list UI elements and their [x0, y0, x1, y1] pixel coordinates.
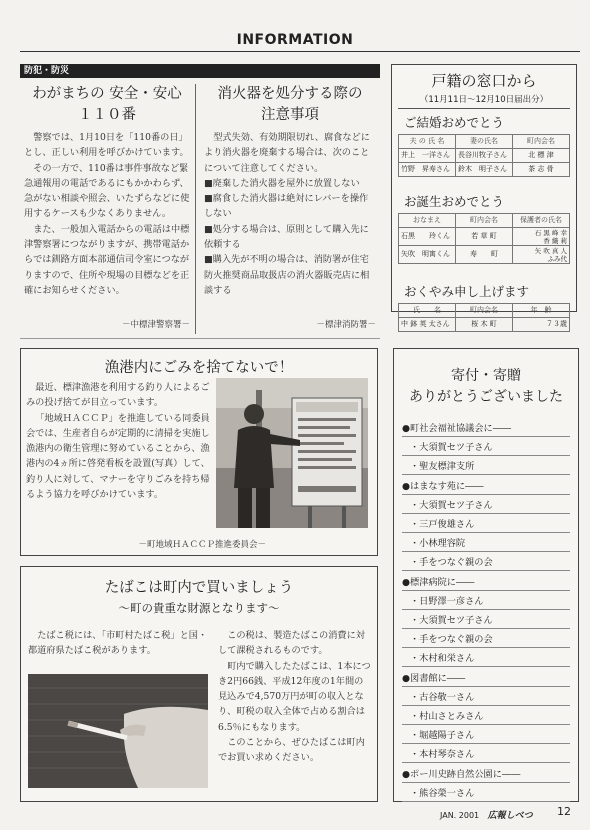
table-cell: 石 黒 峰 幸 香 織 莉 [513, 228, 570, 246]
donation-entry: ・古谷敬一さん [410, 691, 475, 703]
table-header: 町内会名 [513, 135, 570, 149]
donation-rule [402, 782, 570, 783]
donation-rule [402, 436, 570, 437]
title-rule [20, 51, 580, 52]
donation-entry: ・小林理容院 [410, 538, 466, 550]
fishing-port-para: 「地域ＨＡＣＣＰ」を推進している同委員会では、生産者自らが定期的に清掃を実施し漁港内の衛生管理に努めていることから、漁港内の4ヵ所に啓発看板を設置(写真）して、釣り人に対して、マナーを守りごみを持ち帰るよう協力を呼びかけています。 [26, 412, 210, 501]
tobacco-para: この税は、製造たばこの消費に対して課税されるものです。 [218, 630, 365, 657]
table-header-row [399, 135, 570, 149]
fishing-port-title: 漁港内にごみを捨てないで！ [104, 360, 294, 376]
donation-entry: ・大須賀セツ子さん [410, 499, 493, 511]
donation-rule [402, 513, 570, 514]
footer-issue [440, 808, 533, 821]
article-110-para: また、一般加入電話からの電話は中標津警察署につながりますが、携帯電話からでは釧路方面本部通信司令室につながりますので、住所や現場の目標などを正確にお知らせください。 [24, 223, 190, 296]
donation-entry: ・三戸俊雄さん [410, 519, 475, 530]
article-110-para: その一方で、110番は事件事故など緊急通報用の電話であるにもかかわらず、急がない相談や照会、いたずらなどに使用するケースも少なくありません。 [24, 162, 190, 220]
table-cell: 中 鉢 英 太さん [399, 318, 456, 332]
marriage-title: ご結婚おめでとう [404, 115, 505, 130]
donation-group-heading: ●図書館に―― [402, 672, 466, 684]
donation-rule [402, 762, 570, 763]
tobacco-para: このことから、ぜひたばこは町内でお買い求めください。 [218, 737, 365, 764]
cigarette-hand-image [28, 674, 208, 788]
article-110-signature: －中標津警察署－ [121, 320, 190, 330]
table-row [399, 163, 570, 177]
donation-rule [402, 628, 570, 629]
fishing-port-para: 最近、標津漁港を利用する釣り人によるごみの投げ捨てが目立っています。 [26, 382, 210, 409]
table-cell: 矢吹 明寓くん [399, 246, 456, 264]
tobacco-photo [28, 674, 208, 788]
donation-entry: ・村山さとみさん [410, 711, 484, 722]
donation-entry: ・大須賀セツ子さん [410, 615, 493, 626]
donation-rule [402, 474, 570, 475]
table-header: 夫 の 氏 名 [399, 135, 456, 149]
donation-group-heading: ●標津病院に―― [402, 576, 475, 588]
issue-date: JAN. 2001 [440, 811, 480, 820]
article-extinguisher-intro: 型式失効、有効期限切れ、腐食などにより消火器を廃棄する場合は、次のことについて注意してください。 [204, 132, 370, 174]
section-divider [20, 338, 380, 339]
bullet-item: ■購入先が不明の場合は、消防署が住宅防火推奨商品取扱店の消火器販売店に相談する [204, 254, 370, 296]
fishing-port-photo [216, 378, 368, 528]
column-divider [195, 84, 196, 334]
donation-group-heading: ●ポー川史跡自然公園に―― [402, 768, 521, 780]
section-tag: 防犯・防災 [20, 64, 380, 78]
donation-rule [402, 455, 570, 456]
donation-rule [402, 724, 570, 725]
table-header: 妻の氏名 [456, 135, 513, 149]
death-table [398, 303, 570, 332]
table-header: おなまえ [399, 214, 456, 228]
article-110 [24, 84, 190, 298]
bullet-item: ■処分する場合は、原則として購入先に依頼する [204, 223, 369, 251]
koseki-period: （11月11日～12月10日届出分） [419, 95, 549, 105]
donation-entry: ・堀越陽子さん [410, 730, 475, 742]
title-line-2: 注意事項 [261, 107, 319, 123]
donation-entry: ・木村和栄さん [410, 653, 475, 665]
donation-group-heading: ●はまなす苑に―― [402, 480, 484, 492]
koseki-rule [398, 108, 570, 109]
table-row [399, 149, 570, 163]
birth-title: お誕生おめでとう [404, 194, 505, 209]
donation-rule [402, 801, 570, 802]
table-cell: 竹野 昇寿さん [399, 163, 456, 177]
page-number: 12 [557, 805, 571, 818]
table-header: 年 齢 [513, 304, 570, 318]
donation-rule [402, 551, 570, 552]
title-line-1: 消火器を処分する際の [217, 86, 363, 102]
article-110-title [24, 84, 190, 126]
table-header: 保護者の氏名 [513, 214, 570, 228]
table-cell: 井上 一洋さん [399, 149, 456, 163]
table-header-row [399, 304, 570, 318]
marriage-table [398, 134, 570, 177]
table-header: 町内会名 [456, 214, 513, 228]
donation-rule [402, 705, 570, 706]
tobacco-title: たばこは町内で買いましょう [104, 580, 294, 596]
donation-rule [402, 743, 570, 744]
title-line-2: １１０番 [78, 107, 136, 123]
table-cell: ７３歳 [513, 318, 570, 332]
magazine-name: 広報しべつ [487, 811, 533, 821]
donation-entry: ・聖友標津支所 [410, 461, 475, 473]
table-header: 町内会名 [456, 304, 513, 318]
koseki-title: 戸籍の窓口から [431, 72, 537, 90]
tobacco-para: たばこ税には、「市町村たばこ税」と国・都道府県たばこ税があります。 [28, 630, 208, 657]
bullet-item: ■腐食した消火器は絶対にレバーを操作しない [204, 193, 369, 220]
table-row [399, 246, 570, 264]
donation-rule [402, 686, 570, 687]
donation-title-line-1: 寄付・寄贈 [451, 368, 521, 384]
table-row [399, 228, 570, 246]
man-with-sign-image [216, 378, 368, 528]
table-cell: 長谷川牧子さん [456, 149, 513, 163]
table-cell: 寿 町 [456, 246, 513, 264]
bullet-item: ■廃棄した消火器を屋外に放置しない [204, 177, 360, 189]
donation-entry: ・手をつなぐ親の会 [410, 634, 493, 646]
donation-entry: ・熊谷榮一さん [410, 787, 475, 799]
table-cell: 鈴木 明子さん [456, 163, 513, 177]
table-header: 氏 名 [399, 304, 456, 318]
donation-rule [402, 666, 570, 667]
table-cell: 矢 吹 真 人 ふみ代 [513, 246, 570, 264]
fishing-port-signature: －町地域ＨＡＣＣＰ推進委員会－ [138, 540, 266, 550]
table-cell: 桜 木 町 [456, 318, 513, 332]
donation-entry: ・手をつなぐ親の会 [410, 557, 493, 569]
table-cell: 北 標 津 [513, 149, 570, 163]
donation-title [393, 366, 579, 408]
tobacco-right-body [218, 628, 372, 766]
table-cell: 若 草 町 [456, 228, 513, 246]
tobacco-para: 町内で購入したたばこは、1本につき2円66銭、平成12年度の1年間の見込みで4,570万円が町の収入となり、町税の収入全体で占める割合は6.5％にもなります。 [218, 660, 371, 733]
donation-rule [402, 532, 570, 533]
donation-rule [402, 570, 570, 571]
donation-rule [402, 609, 570, 610]
table-row [399, 318, 570, 332]
table-cell: 石黒 玲くん [399, 228, 456, 246]
tobacco-left-body [28, 628, 210, 659]
article-extinguisher-signature: －標津消防署－ [316, 320, 376, 330]
donation-entry: ・日野澤一彦さん [410, 595, 484, 607]
page-title: INFORMATION [236, 32, 354, 48]
birth-table [398, 213, 570, 264]
title-line-1: わがまちの 安全・安心 [32, 86, 182, 102]
article-extinguisher [204, 84, 376, 298]
article-110-para: 警察では、1月10日を「110番の日」とし、正しい利用を呼びかけています。 [24, 132, 189, 159]
donation-rule [402, 590, 570, 591]
donation-group-heading: ●町社会福祉協議会に―― [402, 423, 512, 434]
donation-entry: ・本村琴奈さん [410, 749, 475, 761]
fishing-port-body [26, 380, 212, 502]
donation-rule [402, 494, 570, 495]
article-extinguisher-title [204, 84, 376, 126]
donation-entry: ・大須賀セツ子さん [410, 442, 493, 454]
table-header-row [399, 214, 570, 228]
donation-title-line-2: ありがとうございました [409, 389, 563, 405]
tobacco-subtitle: ～町の貴重な財源となります～ [118, 601, 280, 615]
table-cell: 茶 志 骨 [513, 163, 570, 177]
death-title: おくやみ申し上げます [404, 284, 530, 299]
donation-rule [402, 647, 570, 648]
